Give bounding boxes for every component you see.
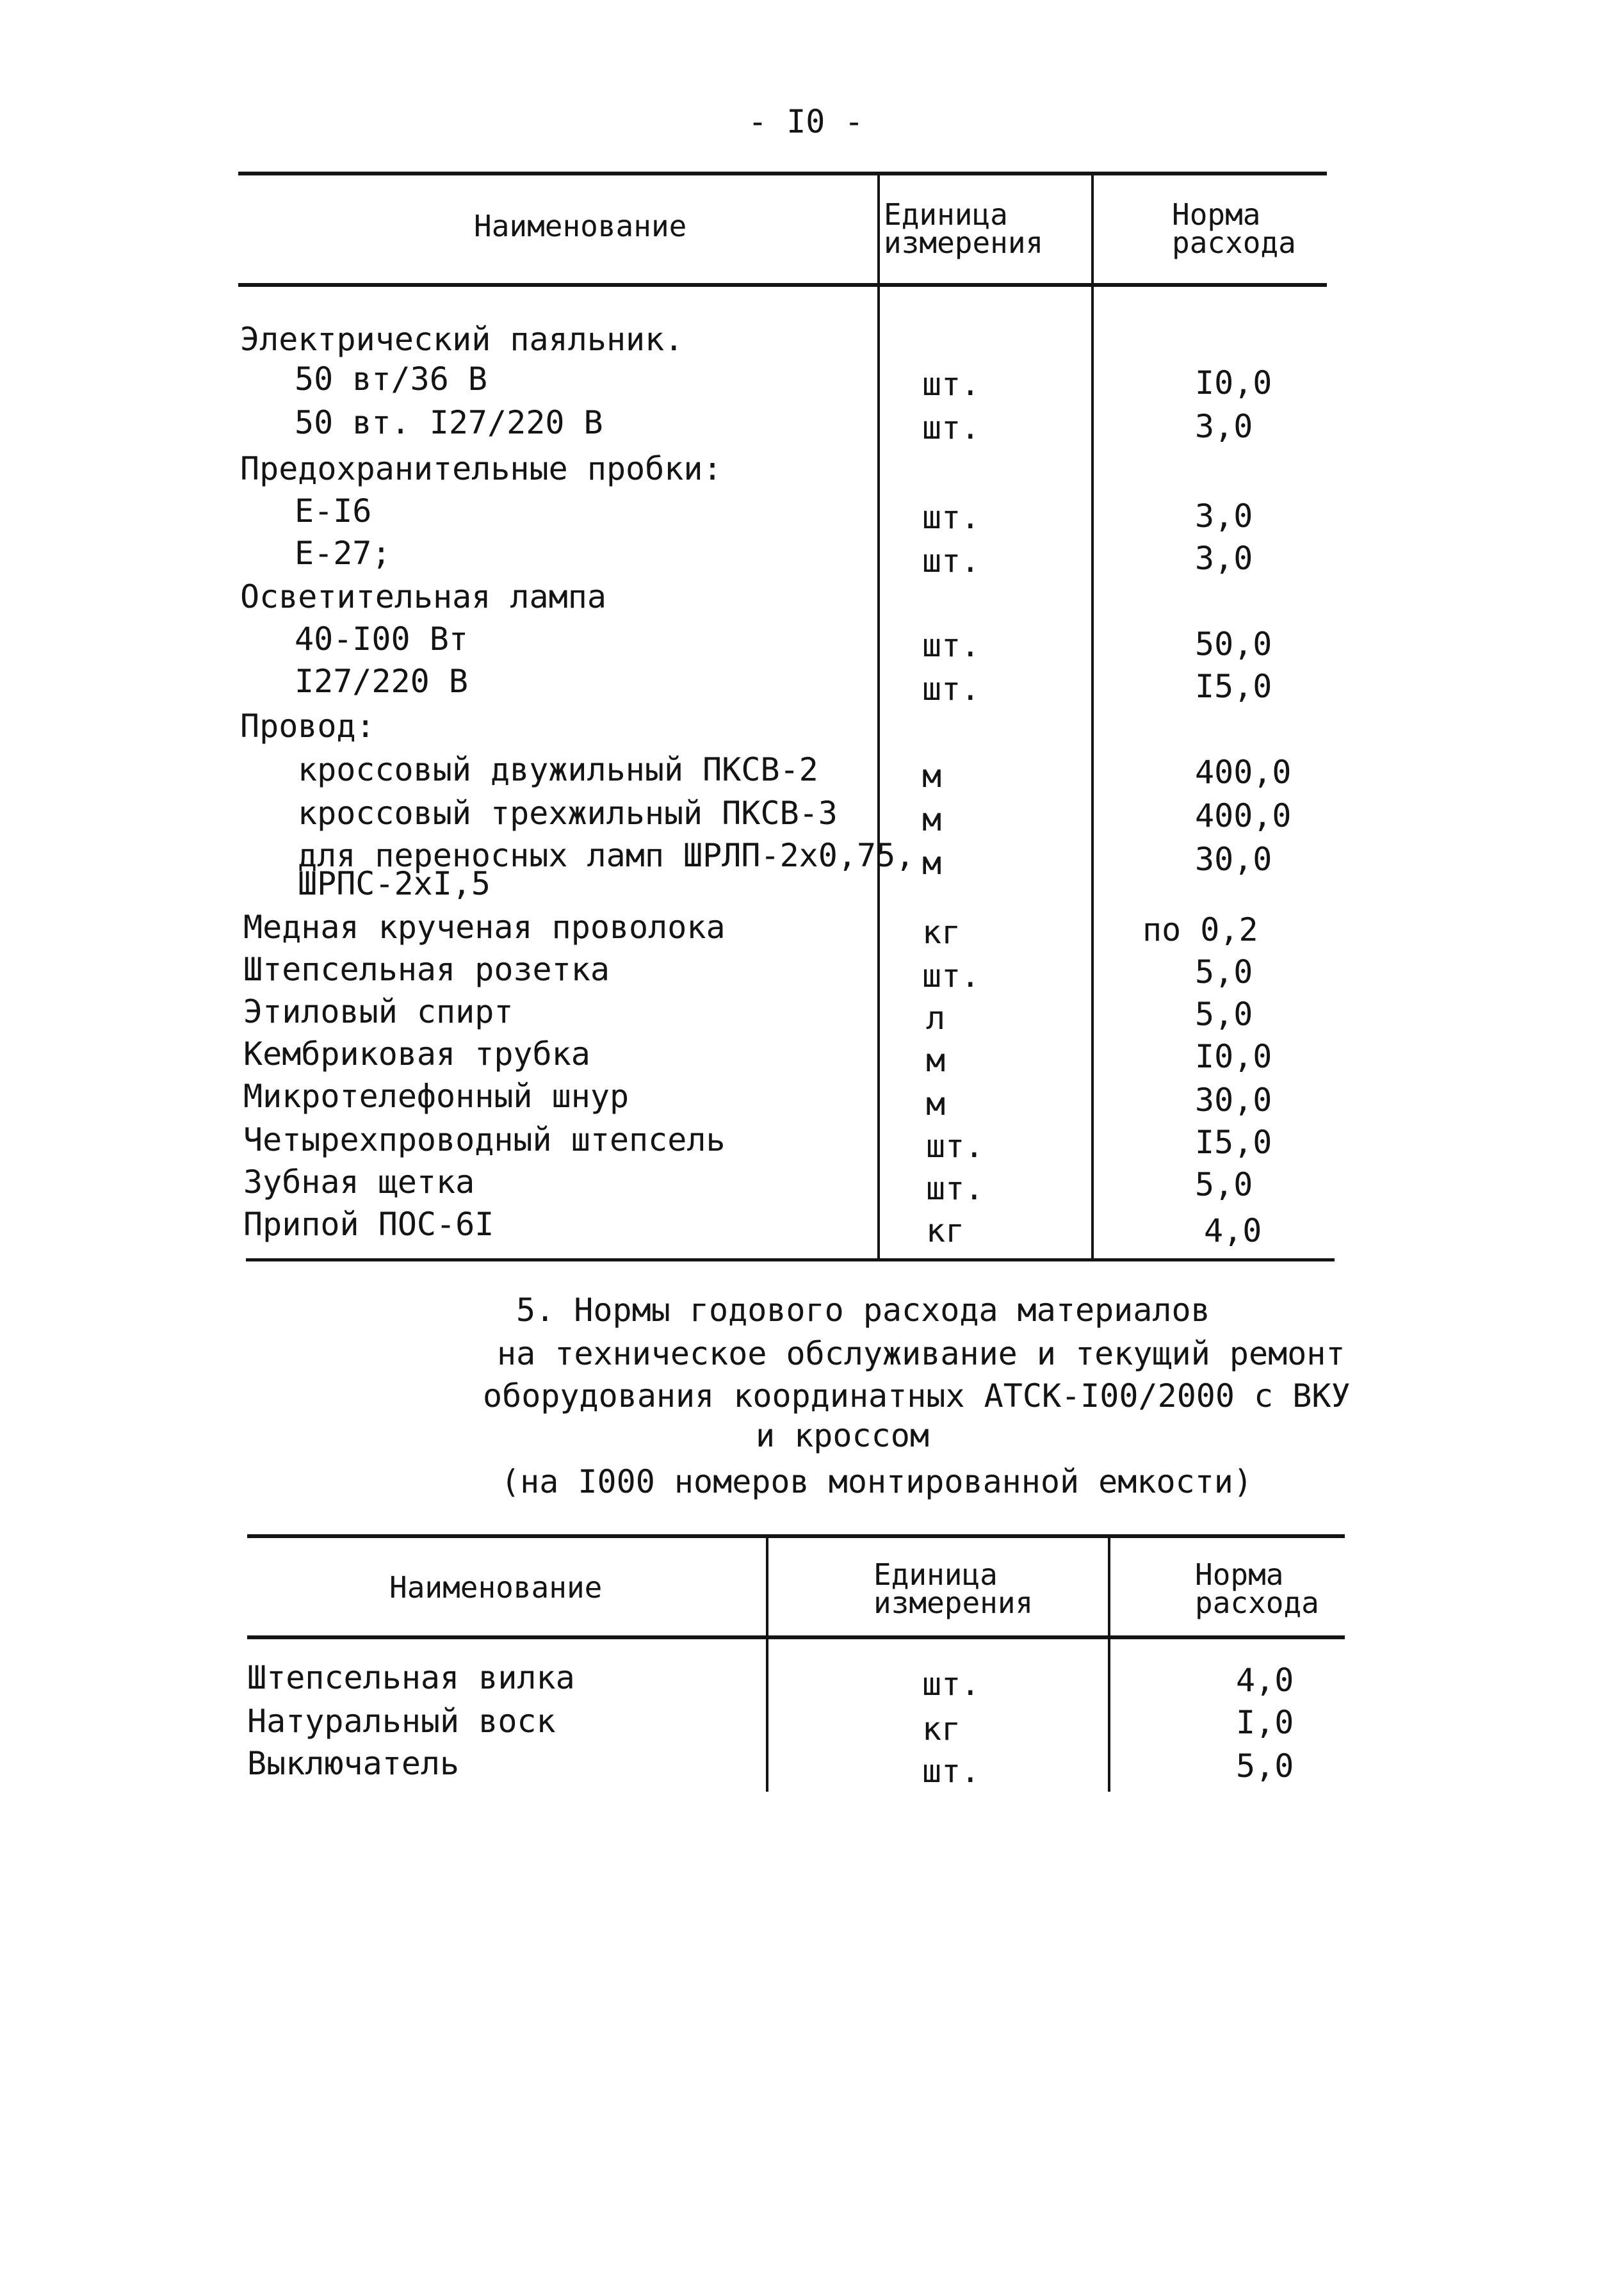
table-row-value: 30,0: [1195, 1082, 1272, 1119]
table1-header-norm-line2: расхода: [1172, 225, 1296, 260]
table2-col-divider-2: [1108, 1536, 1110, 1792]
table-row-name-continued: ШРПС-2хI,5: [298, 865, 491, 902]
table-row-value: 3,0: [1195, 498, 1253, 535]
table-row-unit: кг: [922, 914, 961, 951]
table-row-value: 50,0: [1195, 626, 1272, 663]
table-row-unit: м: [922, 801, 942, 838]
table2-header-norm-line1: Норма: [1195, 1557, 1284, 1592]
table1-header-norm-line1: Норма: [1172, 197, 1261, 232]
table-row-name: Провод:: [240, 708, 375, 745]
table2-header-rule: [247, 1635, 1345, 1639]
table-row-unit: кг: [926, 1212, 965, 1249]
table-row-name: 50 вт. I27/220 В: [295, 404, 603, 441]
table-row-unit: шт.: [922, 1666, 980, 1703]
table-row-name: для переносных ламп ШРЛП-2х0,75,: [298, 837, 915, 874]
table-row-value: I5,0: [1195, 668, 1272, 705]
table-row-unit: кг: [922, 1710, 961, 1747]
table-row-name: Электрический паяльник.: [240, 321, 684, 358]
table-row-value: по 0,2: [1142, 911, 1258, 948]
table-row-name: Медная крученая проволока: [243, 909, 726, 946]
table-row-unit: м: [926, 1085, 946, 1123]
table-row-unit: шт.: [922, 1753, 980, 1790]
table-row-unit: шт.: [922, 409, 980, 446]
table1-header-name: Наименование: [474, 209, 687, 243]
table-row-name: кроссовый трехжильный ПКСВ-3: [298, 795, 838, 832]
table-row-value: I0,0: [1195, 364, 1272, 401]
table-row-value: 400,0: [1195, 754, 1292, 791]
table-row-unit: м: [922, 758, 942, 795]
table-row-value: 3,0: [1195, 540, 1253, 577]
table-row-value: 5,0: [1236, 1747, 1294, 1785]
section-title-line: (на I000 номеров монтированной емкости): [501, 1463, 1253, 1500]
table-row-unit: шт.: [922, 366, 980, 403]
table-row-value: 5,0: [1195, 996, 1253, 1033]
table-row-value: 30,0: [1195, 841, 1272, 878]
table2-top-rule: [247, 1534, 1345, 1538]
table-row-name: Микротелефонный шнур: [243, 1078, 629, 1115]
table1-header-rule: [238, 283, 1327, 287]
table-row-unit: шт.: [922, 542, 980, 580]
table-row-name: Натуральный воск: [247, 1703, 556, 1740]
table-row-value: I0,0: [1195, 1038, 1272, 1075]
table-row-name: Штепсельная вилка: [247, 1659, 575, 1696]
table-row-name: Предохранительные пробки:: [240, 450, 722, 487]
table-row-name: Е-27;: [295, 535, 391, 572]
section-title-line: оборудования координатных АТСК-I00/2000 с ВКУ: [483, 1377, 1351, 1415]
section-title-line: и кроссом: [756, 1417, 929, 1454]
table1-top-rule: [238, 172, 1327, 175]
section-title-line: на техническое обслуживание и текущий ремонт: [497, 1335, 1345, 1372]
table-row-name: Зубная щетка: [243, 1163, 475, 1201]
table-row-unit: л: [926, 1000, 946, 1037]
table2-header-unit-line1: Единица: [873, 1557, 998, 1592]
table-row-unit: шт.: [926, 1128, 984, 1165]
table-row-value: I5,0: [1195, 1124, 1272, 1161]
table-row-name: Е-I6: [295, 492, 372, 530]
table1-col-divider-2: [1091, 173, 1094, 1260]
table-row-value: I,0: [1236, 1704, 1294, 1741]
table-row-value: 4,0: [1236, 1662, 1294, 1699]
table-row-name: Припой ПОС-6I: [243, 1206, 494, 1243]
table2-col-divider-1: [766, 1536, 768, 1792]
table-row-unit: шт.: [926, 1170, 984, 1207]
table-row-name: Этиловый спирт: [243, 993, 514, 1030]
table2-header-norm-line2: расхода: [1195, 1585, 1319, 1620]
table1-col-divider-1: [877, 173, 880, 1260]
table-row-name: Выключатель: [247, 1745, 460, 1782]
table-row-name: Осветительная лампа: [240, 578, 606, 615]
page-number: - I0 -: [748, 103, 864, 140]
table-row-name: 40-I00 Вт: [295, 620, 468, 658]
table2-header-name: Наименование: [389, 1570, 603, 1605]
table-row-name: I27/220 В: [295, 663, 468, 700]
table1-header-unit-line1: Единица: [884, 197, 1008, 232]
table-row-unit: шт.: [922, 670, 980, 708]
section-title-line: 5. Нормы годового расхода материалов: [516, 1292, 1210, 1329]
table-row-unit: м: [922, 845, 942, 882]
table-row-name: 50 вт/36 В: [295, 361, 488, 398]
table-row-value: 5,0: [1195, 953, 1253, 991]
table1-bottom-rule: [246, 1258, 1335, 1261]
table-row-unit: шт.: [922, 627, 980, 664]
table-row-unit: м: [926, 1042, 946, 1079]
table-row-value: 400,0: [1195, 797, 1292, 834]
table-row-value: 4,0: [1204, 1212, 1262, 1249]
table2-header-unit-line2: измерения: [873, 1585, 1034, 1620]
table-row-unit: шт.: [922, 499, 980, 536]
table-row-value: 3,0: [1195, 408, 1253, 445]
table1-header-unit-line2: измерения: [884, 225, 1044, 260]
table-row-name: Четырехпроводный штепсель: [243, 1121, 726, 1158]
table-row-unit: шт.: [922, 957, 980, 994]
table-row-value: 5,0: [1195, 1166, 1253, 1203]
table-row-name: кроссовый двужильный ПКСВ-2: [298, 751, 818, 788]
table-row-name: Кембриковая трубка: [243, 1035, 590, 1073]
table-row-name: Штепсельная розетка: [243, 951, 610, 988]
